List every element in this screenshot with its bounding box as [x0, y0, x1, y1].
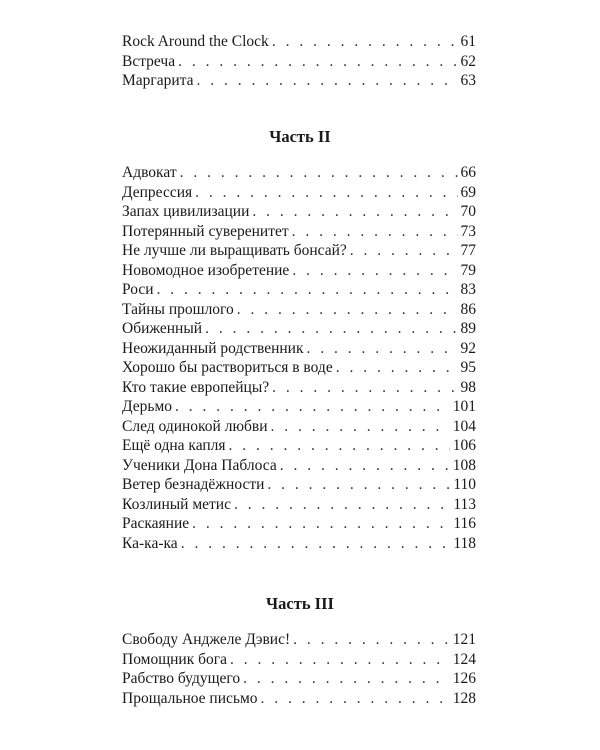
dot-leader: [157, 280, 458, 300]
toc-entry-page-number: 98: [460, 378, 476, 396]
toc-entry-page-number: 61: [460, 33, 476, 50]
toc-entry-title: Встреча: [122, 52, 176, 70]
dot-leader: [175, 397, 450, 417]
toc-entry-page-number: 79: [460, 261, 476, 279]
toc-entry-title: След одинокой любви: [122, 417, 268, 435]
toc-entry-title: Неожиданный родственник: [122, 339, 304, 357]
toc-entry-title: Кто такие европейцы?: [122, 378, 270, 396]
toc-entry: [122, 300, 476, 320]
toc-entry: [122, 436, 476, 456]
toc-entry-page-number: 73: [460, 222, 476, 240]
dot-leader: [229, 436, 450, 456]
dot-leader: [272, 378, 457, 398]
part-3-heading: Часть III: [266, 594, 334, 613]
toc-entry-page-number: 92: [460, 339, 476, 357]
dot-leader: [205, 319, 457, 339]
part-2-heading: Часть II: [269, 127, 331, 146]
toc-entry: [122, 689, 476, 709]
toc-entry: [122, 339, 476, 359]
toc-entry-title: Помощник бога: [122, 650, 228, 668]
toc-entry: [122, 358, 476, 378]
toc-entry: [122, 630, 476, 650]
toc-entry: [122, 534, 476, 554]
dot-leader: [292, 222, 458, 242]
dot-leader: [293, 630, 450, 650]
toc-entry: [122, 475, 476, 495]
toc-entry-title: Роси: [122, 281, 154, 298]
dot-leader: [252, 202, 457, 222]
toc-entry-title: Маргарита: [122, 72, 194, 89]
toc-entry: [122, 222, 476, 242]
toc-list-part-2: [122, 163, 476, 553]
dot-leader: [178, 52, 457, 72]
toc-entry: [122, 241, 476, 261]
toc-entry-page-number: 124: [452, 650, 476, 668]
toc-entry: [122, 514, 476, 534]
dot-leader: [307, 339, 458, 359]
dot-leader: [267, 475, 450, 495]
dot-leader: [237, 300, 458, 320]
toc-entry-page-number: 86: [460, 300, 476, 318]
dot-leader: [197, 71, 458, 91]
toc-entry-page-number: 70: [460, 203, 476, 220]
toc-entry: [122, 650, 476, 670]
toc-entry: [122, 163, 476, 183]
toc-entry-page-number: 121: [452, 631, 476, 648]
dot-leader: [271, 417, 450, 437]
toc-entry: [122, 71, 476, 91]
toc-entry-title: Свободу Анджеле Дэвис!: [122, 631, 291, 648]
dot-leader: [234, 495, 450, 515]
dot-leader: [292, 261, 457, 281]
toc-entry: [122, 52, 476, 72]
toc-entry-title: Потерянный суверенитет: [122, 222, 289, 240]
toc-entry-page-number: 116: [453, 515, 476, 532]
dot-leader: [192, 514, 450, 534]
toc-entry-page-number: 126: [452, 670, 476, 687]
toc-entry-page-number: 113: [453, 495, 476, 513]
toc-entry-title: Адвокат: [122, 164, 177, 181]
dot-leader: [272, 32, 458, 52]
toc-entry: [122, 397, 476, 417]
toc-entry-page-number: 77: [460, 242, 476, 259]
toc-entry-page-number: 62: [460, 52, 476, 70]
toc-entry-title: Новомодное изобретение: [122, 261, 290, 279]
toc-entry: [122, 261, 476, 281]
toc-entry-title: Rock Around the Clock: [122, 33, 269, 50]
toc-entry-title: Ветер безнадёжности: [122, 476, 265, 493]
toc-entry: [122, 280, 476, 300]
toc-entry-title: Не лучше ли выращивать бонсай?: [122, 242, 347, 259]
toc-entry-title: Депрессия: [122, 183, 193, 201]
toc-entry-title: Обиженный: [122, 320, 203, 337]
dot-leader: [180, 163, 458, 183]
toc-entry-page-number: 83: [460, 281, 476, 298]
toc-entry-page-number: 104: [452, 417, 476, 435]
toc-entry-page-number: 66: [460, 164, 476, 181]
toc-entry-page-number: 101: [452, 398, 476, 415]
toc-entry-title: Хорошо бы раствориться в воде: [122, 359, 333, 376]
dot-leader: [243, 669, 450, 689]
toc-entry: [122, 378, 476, 398]
toc-entry: [122, 456, 476, 476]
toc-entry-title: Ка-ка-ка: [122, 534, 178, 552]
toc-entry-title: Запах цивилизации: [122, 203, 250, 220]
toc-entry-page-number: 63: [460, 72, 476, 89]
dot-leader: [280, 456, 450, 476]
toc-entry-page-number: 69: [460, 183, 476, 201]
dot-leader: [261, 689, 450, 709]
toc-entry-title: Ученики Дона Паблоса: [122, 456, 277, 474]
dot-leader: [195, 183, 457, 203]
dot-leader: [336, 358, 458, 378]
toc-entry: [122, 417, 476, 437]
toc-entry-title: Тайны прошлого: [122, 300, 234, 318]
toc-entry-page-number: 128: [452, 689, 476, 707]
dot-leader: [230, 650, 450, 670]
toc-entry: [122, 202, 476, 222]
toc-entry-title: Дерьмо: [122, 398, 173, 415]
toc-entry: [122, 183, 476, 203]
toc-entry-page-number: 118: [453, 534, 476, 552]
toc-entry-title: Рабство будущего: [122, 670, 241, 687]
toc-entry-title: Козлиный метис: [122, 495, 231, 513]
toc-entry-page-number: 89: [460, 320, 476, 337]
toc-entry-page-number: 106: [452, 437, 476, 454]
toc-entry: [122, 495, 476, 515]
toc-entry-page-number: 108: [452, 456, 476, 474]
dot-leader: [350, 241, 458, 261]
toc-list-top: [122, 32, 476, 91]
toc-entry-title: Раскаяние: [122, 515, 190, 532]
toc-entry-page-number: 110: [453, 476, 476, 493]
toc-entry: [122, 669, 476, 689]
toc-list-part-3: [122, 630, 476, 708]
toc-entry: [122, 32, 476, 52]
toc-entry-title: Прощальное письмо: [122, 689, 258, 707]
toc-entry-page-number: 95: [460, 359, 476, 376]
toc-entry-title: Ещё одна капля: [122, 437, 226, 454]
dot-leader: [181, 534, 451, 554]
toc-entry: [122, 319, 476, 339]
